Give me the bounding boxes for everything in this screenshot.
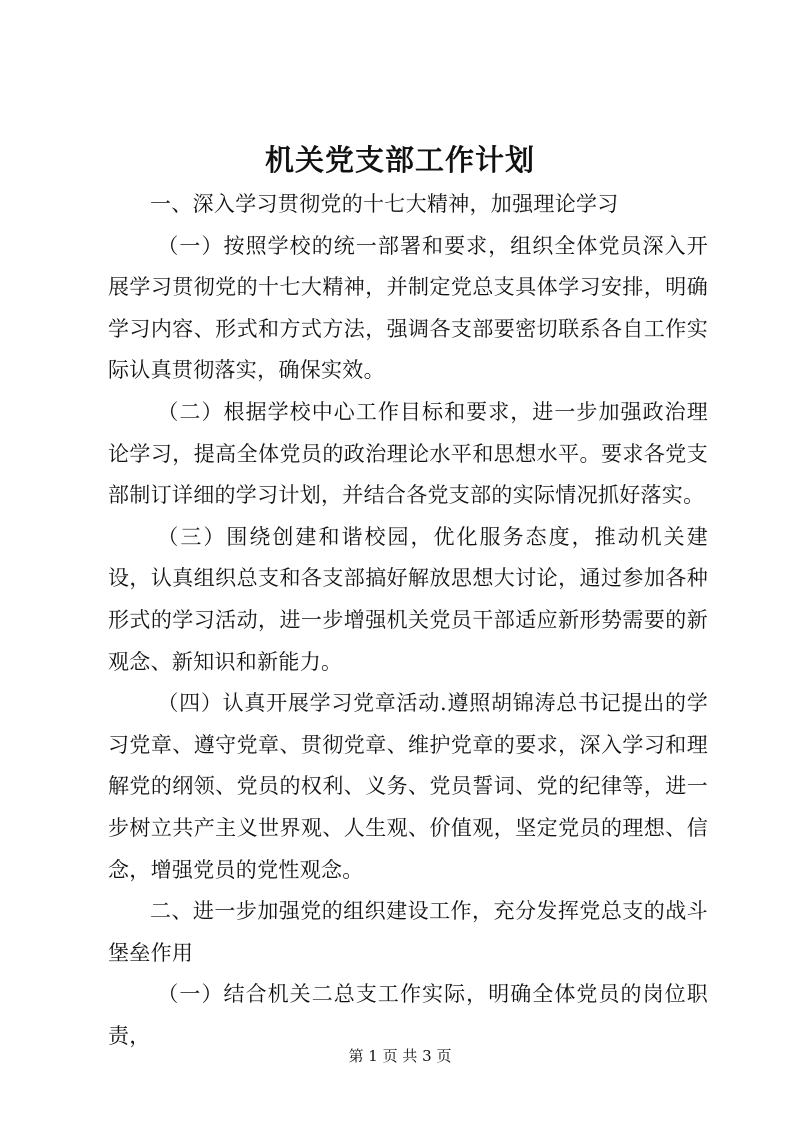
section-heading-1: 一、深入学习贯彻党的十七大精神，加强理论学习	[150, 192, 619, 216]
document-body	[108, 184, 708, 1057]
section-heading-2: 二、进一步加强党的组织建设工作，充分发挥党总支的战斗堡垒作用	[108, 899, 708, 965]
paragraph-1-3: （三）围绕创建和谐校园，优化服务态度，推动机关建设，认真组织总支和各支部搞好解放思想大讨论，通过参加各种形式的学习活动，进一步增强机关党员干部适应新形势需要的新观念、新知识和新能力。	[108, 524, 708, 674]
page-number-footer: 第 1 页 共 3 页	[348, 1047, 452, 1065]
paragraph-1-2: （二）根据学校中心工作目标和要求，进一步加强政治理论学习，提高全体党员的政治理论水平和思想水平。要求各党支部制订详细的学习计划，并结合各党支部的实际情况抓好落实。	[108, 399, 708, 508]
document-title: 机关党支部工作计划	[264, 143, 535, 177]
paragraph-1-4: （四）认真开展学习党章活动.遵照胡锦涛总书记提出的学习党章、遵守党章、贯彻党章、维护党章的要求，深入学习和理解党的纲领、党员的权利、义务、党员誓词、党的纪律等，进一步树立共产主义世界观、人生观、价值观，坚定党员的理想、信念，增强党员的党性观念。	[108, 691, 708, 882]
paragraph-2-1: （一）结合机关二总支工作实际，明确全体党员的岗位职责，	[108, 982, 708, 1048]
paragraph-1-1: （一）按照学校的统一部署和要求，组织全体党员深入开展学习贯彻党的十七大精神，并制定党总支具体学习安排，明确学习内容、形式和方式方法，强调各支部要密切联系各自工作实际认真贯彻落实，确保实效。	[108, 233, 708, 383]
